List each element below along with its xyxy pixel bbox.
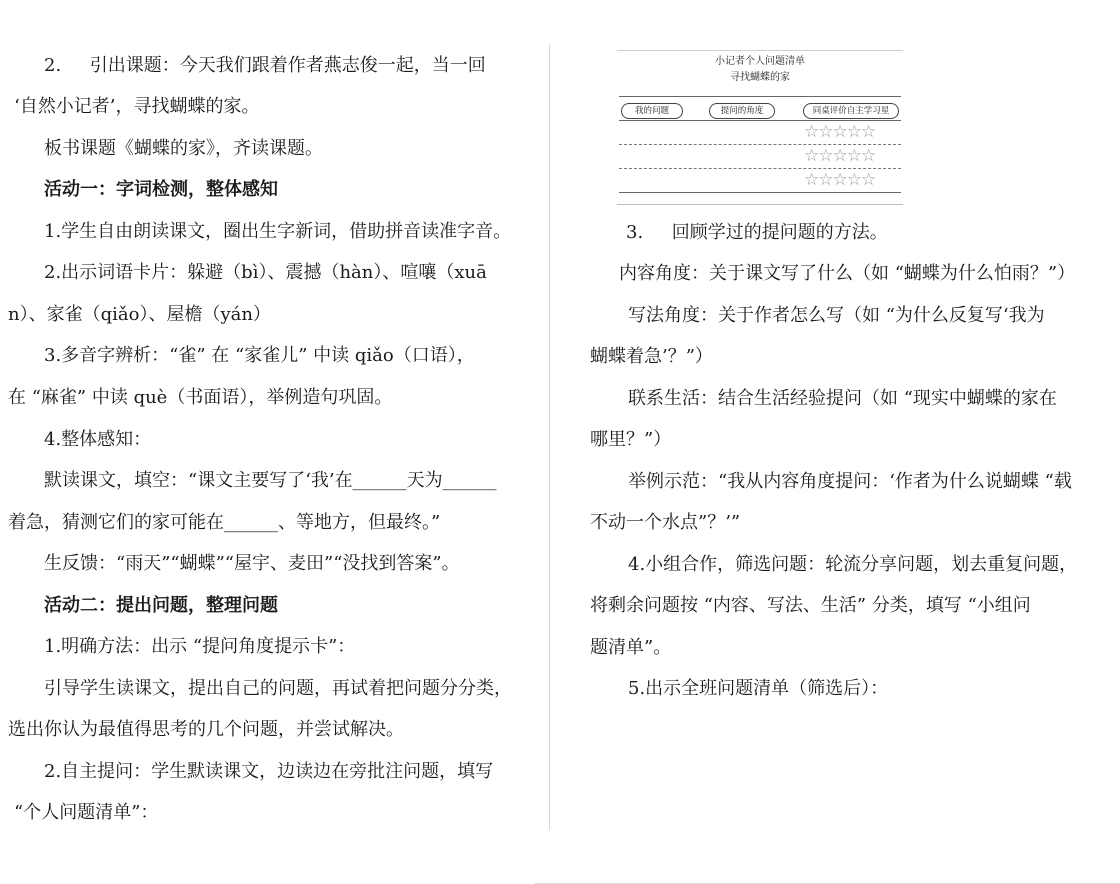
column-header-question-angle: 提问的角度 — [709, 103, 775, 119]
paragraph-line: n）、家雀（qiǎo）、屋檐（yán） — [8, 304, 271, 325]
column-header-peer-rating: 同桌评价自主学习星 — [803, 103, 899, 119]
paragraph-line: 1.学生自由朗读课文，圈出生字新词，借助拼音读准字音。 — [44, 221, 512, 242]
paragraph-line: ‘自然小记者’，寻找蝴蝶的家。 — [14, 96, 260, 117]
worksheet-dashed-line — [619, 144, 901, 145]
paragraph-line: 蝴蝶着急’？”） — [590, 346, 713, 367]
paragraph-line: 引导学生读课文，提出自己的问题，再试着把问题分分类， — [44, 678, 512, 699]
worksheet-header-rule — [619, 96, 901, 97]
paragraph-line: 4.整体感知： — [44, 429, 152, 450]
paragraph-line: 板书课题《蝴蝶的家》，齐读课题。 — [44, 138, 323, 159]
paragraph-line: 着急，猜测它们的家可能在______、等地方，但最终。” — [8, 512, 441, 533]
paragraph-line: 联系生活：结合生活经验提问（如 “现实中蝴蝶的家在 — [628, 388, 1057, 409]
paragraph-line: 2. 引出课题：今天我们跟着作者燕志俊一起，当一回 — [44, 55, 486, 76]
worksheet-dashed-line — [619, 168, 901, 169]
personal-question-list-worksheet — [617, 50, 903, 206]
rating-stars-row-3: ☆☆☆☆☆ — [804, 170, 876, 190]
paragraph-line: 5.出示全班问题清单（筛选后）： — [628, 678, 889, 699]
paragraph-line: 生反馈：“雨天”“蝴蝶”“屋宇、麦田”“没找到答案”。 — [44, 553, 460, 574]
worksheet-subtitle: 寻找蝴蝶的家 — [730, 72, 790, 83]
worksheet-title: 小记者个人问题清单 — [715, 56, 805, 67]
paragraph-line: 将剩余问题按 “内容、写法、生活” 分类，填写 “小组问 — [590, 595, 1031, 616]
paragraph-line: 举例示范：“我从内容角度提问：‘作者为什么说蝴蝶 “载 — [628, 471, 1072, 492]
paragraph-line: 4.小组合作，筛选问题：轮流分享问题，划去重复问题， — [628, 554, 1078, 575]
paragraph-line: 3. 回顾学过的提问题的方法。 — [626, 222, 888, 243]
section-heading-activity-2: 活动二：提出问题，整理问题 — [44, 595, 278, 616]
paragraph-line: 2.自主提问：学生默读课文，边读边在旁批注问题，填写 — [44, 761, 494, 782]
worksheet-bottom-border — [617, 204, 903, 205]
paragraph-line: 哪里？”） — [590, 429, 672, 450]
rating-stars-row-2: ☆☆☆☆☆ — [804, 146, 876, 166]
section-heading-activity-1: 活动一：字词检测，整体感知 — [44, 179, 278, 200]
paragraph-line: 内容角度：关于课文写了什么（如 “蝴蝶为什么怕雨？”） — [619, 263, 1076, 284]
paragraph-line: 题清单”。 — [590, 637, 672, 658]
paragraph-line: 写法角度：关于作者怎么写（如 “为什么反复写‘我为 — [628, 305, 1045, 326]
paragraph-line: 在 “麻雀” 中读 què（书面语），举例造句巩固。 — [8, 387, 393, 408]
rating-stars-row-1: ☆☆☆☆☆ — [804, 122, 876, 142]
paragraph-line: 不动一个水点”？’” — [590, 512, 741, 533]
paragraph-line: 2.出示词语卡片：躲避（bì）、震撼（hàn）、喧嚷（xuā — [44, 262, 487, 283]
column-header-my-question: 我的问题 — [621, 103, 683, 119]
paragraph-line: 1.明确方法：出示 “提问角度提示卡”： — [44, 636, 356, 657]
paragraph-line: 默读课文，填空：“课文主要写了‘我’在______天为______ — [44, 470, 497, 491]
paragraph-line: “个人问题清单”： — [14, 802, 159, 823]
worksheet-bottom-rule — [619, 192, 901, 193]
worksheet-row-rule — [619, 120, 901, 121]
worksheet-top-border — [617, 50, 903, 51]
column-divider — [549, 44, 550, 830]
paragraph-line: 3.多音字辨析：“雀” 在 “家雀儿” 中读 qiǎo（口语）， — [44, 345, 475, 366]
paragraph-line: 选出你认为最值得思考的几个问题，并尝试解决。 — [8, 719, 404, 740]
